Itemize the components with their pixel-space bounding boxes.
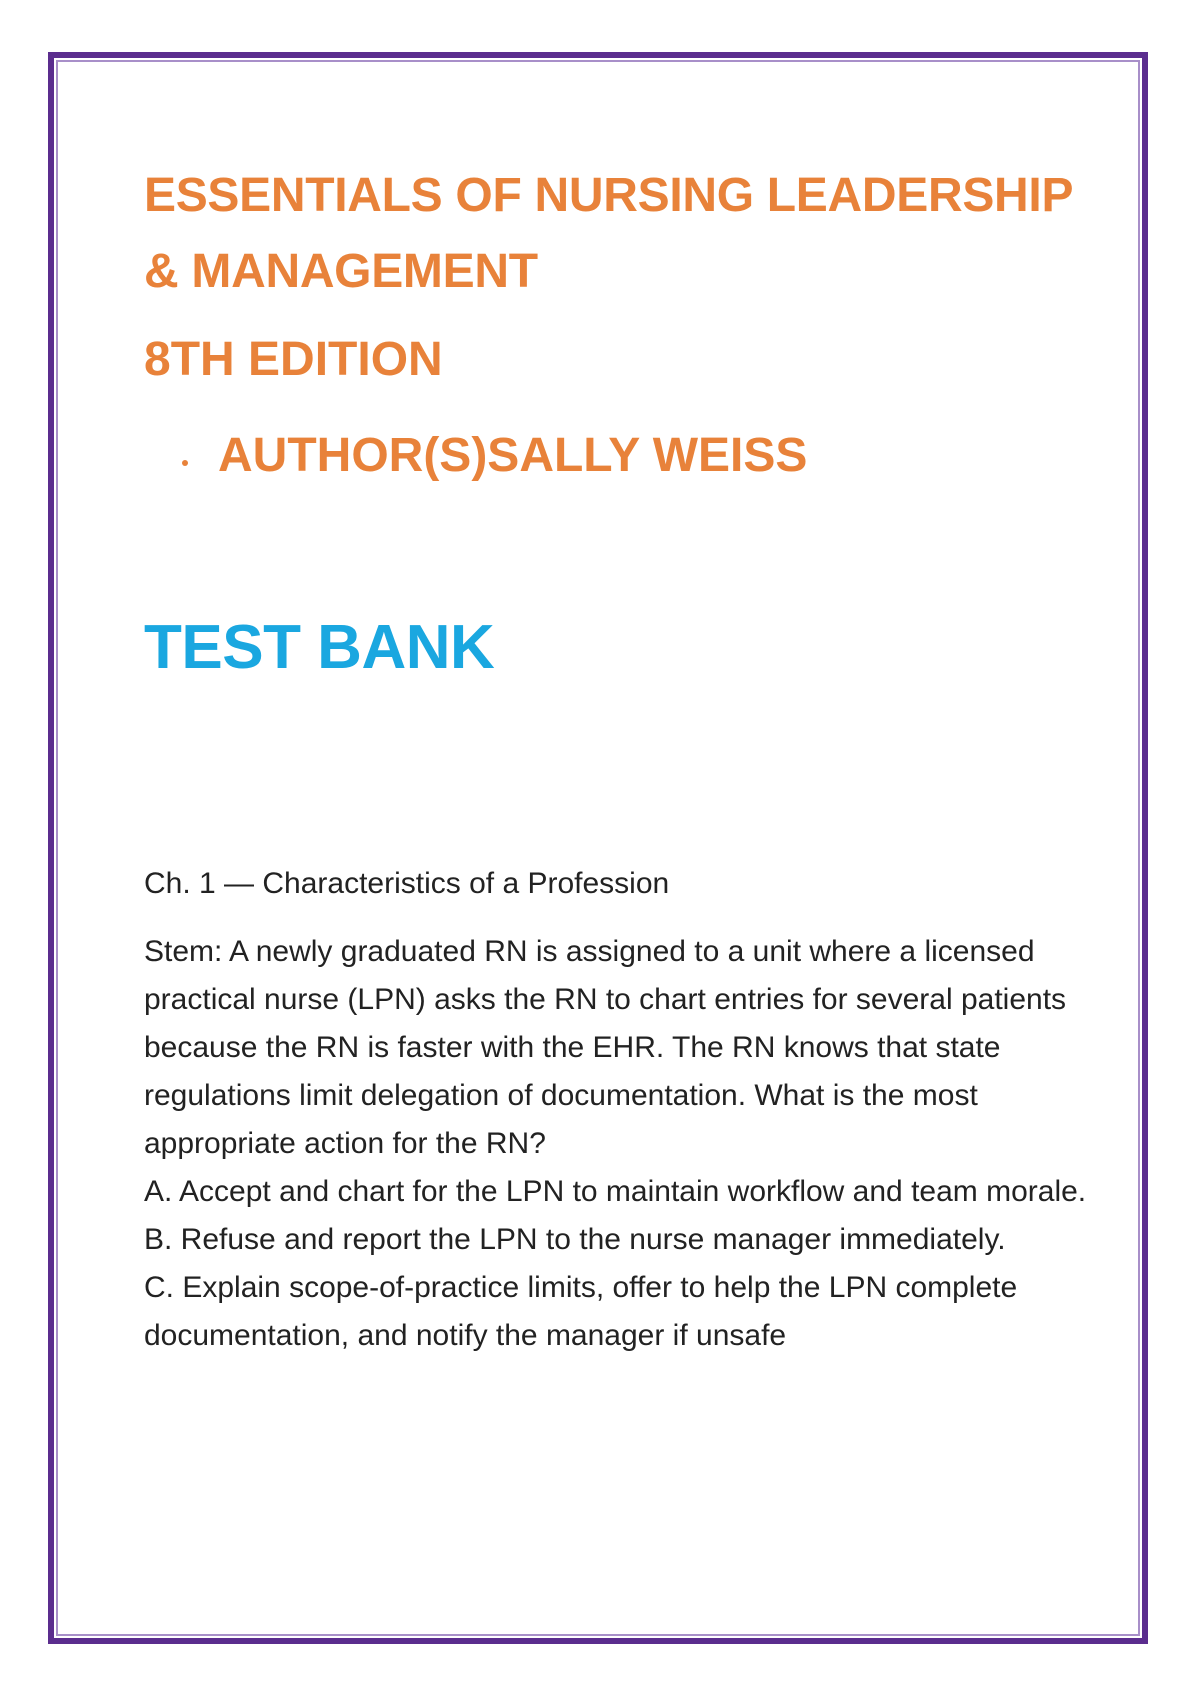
answer-option-c: C. Explain scope-of-practice limits, offer to help the LPN complete documentation, and notify the manager if unsafe	[144, 1271, 1018, 1352]
document-content	[144, 158, 1104, 1360]
answer-option-a: A. Accept and chart for the LPN to maintain workflow and team morale.	[144, 1175, 1087, 1208]
page-frame	[48, 52, 1148, 1644]
author-row	[144, 426, 1104, 486]
answer-option-b: B. Refuse and report the LPN to the nurse manager immediately.	[144, 1223, 1006, 1256]
author-label: AUTHOR(S)SALLY WEISS	[218, 429, 808, 482]
bullet-icon	[182, 460, 188, 466]
question-body	[144, 928, 1104, 1360]
question-stem: Stem: A newly graduated RN is assigned to a unit where a licensed practical nurse (LPN) asks the RN to chart entries for several patients because the RN is faster with the EHR. The RN knows that state regulations limit delegation of documentation. What is the most appropriate action for the RN?	[144, 935, 1067, 1160]
chapter-heading: Ch. 1 — Characteristics of a Profession	[144, 867, 670, 900]
test-bank-heading: TEST BANK	[144, 613, 495, 682]
book-title: ESSENTIALS OF NURSING LEADERSHIP & MANAGEMENT	[144, 169, 1073, 298]
edition-label: 8TH EDITION	[144, 333, 443, 386]
